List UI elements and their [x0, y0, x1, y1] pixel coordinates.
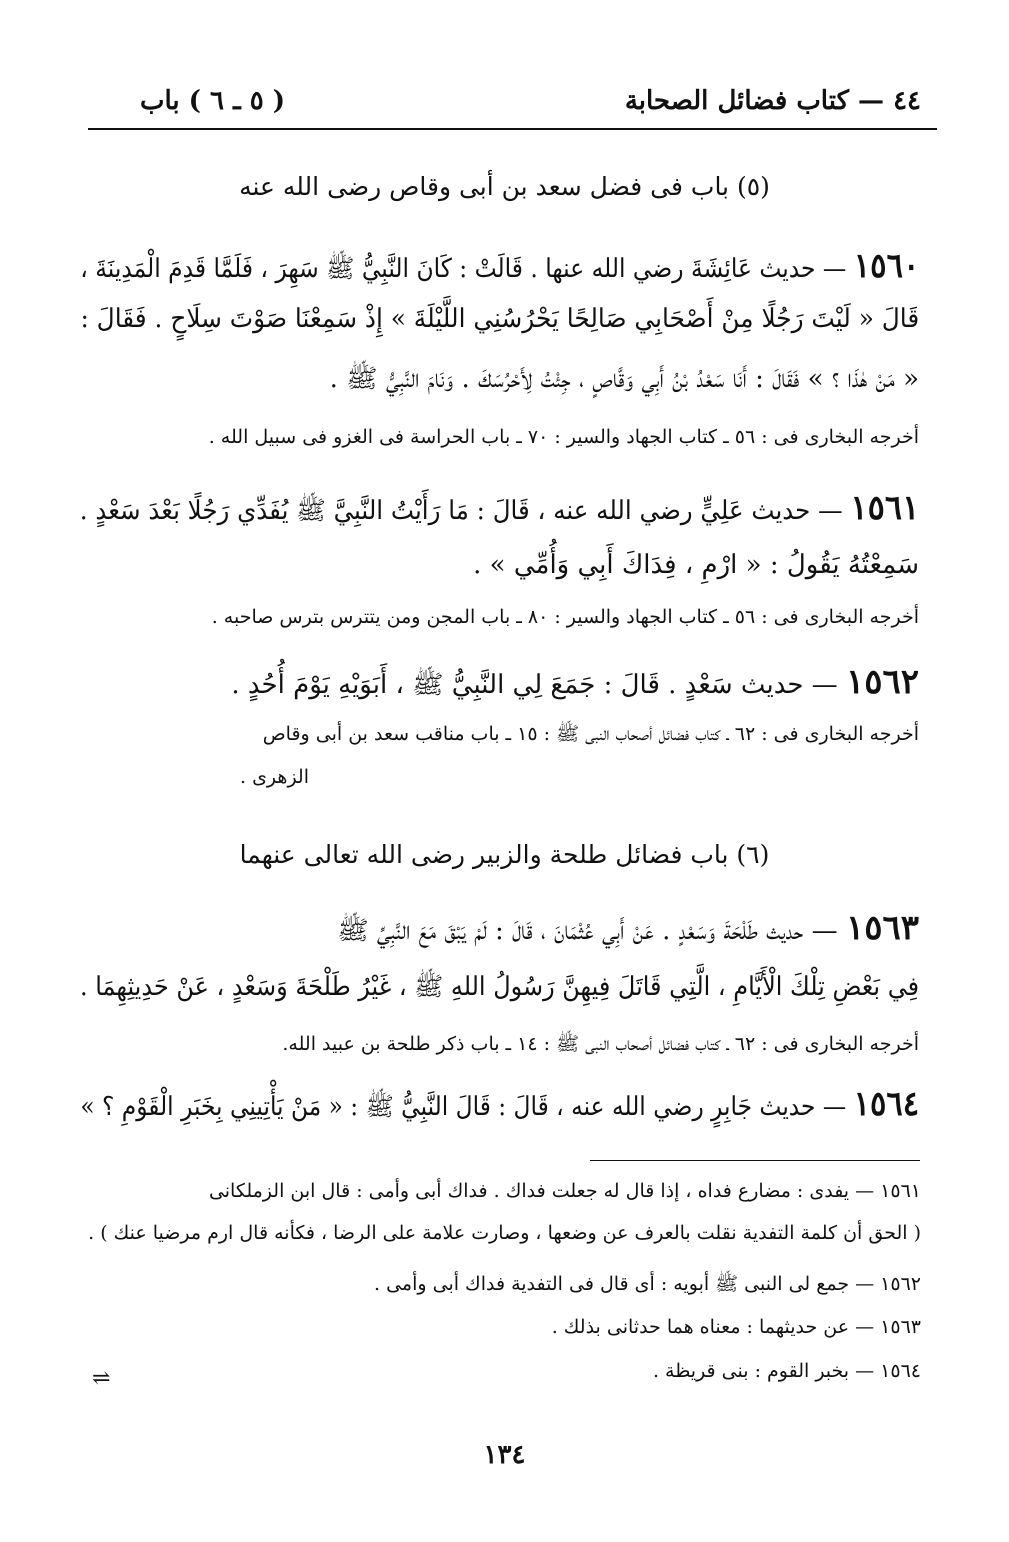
header-rule — [88, 128, 937, 130]
running-header-title: ٤٤ — كتاب فضائل الصحابة — [624, 86, 921, 116]
hadith-first-line — [80, 1084, 919, 1125]
hadith-first-line — [80, 246, 919, 287]
page-number: ١٣٤ — [483, 1440, 526, 1470]
hadith-first-line — [79, 488, 919, 529]
hadith-text: — حديث عَائِشَةَ رضي الله عنها . قَالَتْ : كَانَ النَّبِيُّ ﷺ سَهِرَ ، فَلَمَّا قَدِمَ الْمَدِينَةَ ، — [79, 254, 846, 284]
hadith-reference: أخرجه البخارى فى : ٥٦ ـ كتاب الجهاد والسير : ٧٠ ـ باب الحراسة فى الغزو فى سبيل الله . — [208, 426, 919, 448]
section-title: (٥) باب فى فضل سعد بن أبى وقاص رضى الله عنه — [239, 172, 770, 201]
hadith-text: — حديث عَلِيٍّ رضي الله عنه ، قَالَ : مَا رَأَيْتُ النَّبِيَّ ﷺ يُفَدِّي رَجُلًا بَعْدَ سَعْدٍ . — [79, 496, 843, 526]
footnote-continuation-mark: ⇌ — [92, 1366, 111, 1391]
hadith-number: ١٥٦٣ — [845, 908, 919, 948]
hadith-number: ١٥٦٢ — [845, 662, 919, 702]
footnote: ( الحق أن كلمة التفدية نقلت بالعرف عن وضعها ، وصارت علامة على الرضا ، فكأنه قال ارم مرضيا عنك ) . — [88, 1222, 921, 1244]
running-header-section: ( ٥ ـ ٦ ) باب — [140, 86, 286, 116]
hadith-text: قَالَ « لَيْتَ رَجُلًا مِنْ أَصْحَابِي صَالِحًا يَحْرُسُنِي اللَّيْلَةَ » إِذْ سَمِعْنَا صَوْتَ سِلَاحٍ . فَقَالَ : — [80, 304, 919, 334]
hadith-text: « مَنْ هٰذَا ؟ » فَقَالَ : أَنَا سَعْدُ بْنُ أَبِي وَقَّاصٍ ، جِئْتُ لِأَحْرُسَكَ . وَنَامَ النَّبِيُّ ﷺ . — [329, 364, 919, 394]
footnote-rule — [590, 1160, 920, 1161]
footnote: ١٥٦٣ — عن حديثهما : معناه هما حدثانى بذلك . — [551, 1316, 921, 1338]
hadith-reference: أخرجه البخارى فى : ٦٢ ـ كتاب فضائل أصحاب النبى ﷺ : ١٤ ـ باب ذكر طلحة بن عبيد الله. — [282, 1033, 919, 1055]
hadith-first-line — [337, 908, 919, 949]
section-title: (٦) باب فضائل طلحة والزبير رضى الله تعالى عنهما — [239, 840, 770, 869]
hadith-reference: الزهرى . — [239, 766, 309, 788]
hadith-reference: أخرجه البخارى فى : ٦٢ ـ كتاب فضائل أصحاب النبى ﷺ : ١٥ ـ باب مناقب سعد بن أبى وقاص — [262, 723, 919, 745]
hadith-number: ١٥٦١ — [850, 488, 919, 528]
hadith-text: — حديث جَابِرٍ رضي الله عنه ، قَالَ : قَالَ النَّبِيُّ ﷺ : « مَنْ يَأْتِينِي بِخَبَرِ الْقَوْمِ ؟ » — [80, 1092, 847, 1122]
hadith-number: ١٥٦٤ — [853, 1084, 919, 1124]
hadith-text: سَمِعْتُهُ يَقُولُ : « ارْمِ ، فِدَاكَ أَبِي وَأُمِّي » . — [473, 550, 919, 580]
footnote: ١٥٦٢ — جمع لى النبى ﷺ أبويه : أى قال فى التفدية فداك أبى وأمى . — [374, 1273, 921, 1295]
hadith-text: — حديث طَلْحَةَ وَسَعْدٍ . عَنْ أَبِي عُثْمَانَ ، قَالَ : لَمْ يَبْقَ مَعَ النَّبِيِّ ﷺ — [337, 916, 838, 946]
hadith-reference: أخرجه البخارى فى : ٥٦ ـ كتاب الجهاد والسير : ٨٠ ـ باب المجن ومن يتترس بترس صاحبه . — [211, 606, 919, 628]
hadith-text: فِي بَعْضِ تِلْكَ الْأَيَّامِ ، الَّتِي قَاتَلَ فِيهِنَّ رَسُولُ اللهِ ﷺ ، غَيْرُ طَلْحَةَ وَسَعْدٍ ، عَنْ حَدِيثِهِمَا . — [79, 972, 919, 1002]
footnote: ١٥٦٤ — بخبر القوم : بنى قريظة . — [652, 1360, 921, 1382]
hadith-text: — حديث سَعْدٍ . قَالَ : جَمَعَ لِي النَّبِيُّ ﷺ ، أَبَوَيْهِ يَوْمَ أُحُدٍ . — [231, 670, 838, 700]
hadith-number: ١٥٦٠ — [853, 246, 919, 286]
footnote: ١٥٦١ — يفدى : مضارع فداه ، إذا قال له جعلت فداك . فداك أبى وأمى : قال ابن الزملكانى — [208, 1180, 921, 1202]
hadith-first-line — [231, 662, 919, 703]
